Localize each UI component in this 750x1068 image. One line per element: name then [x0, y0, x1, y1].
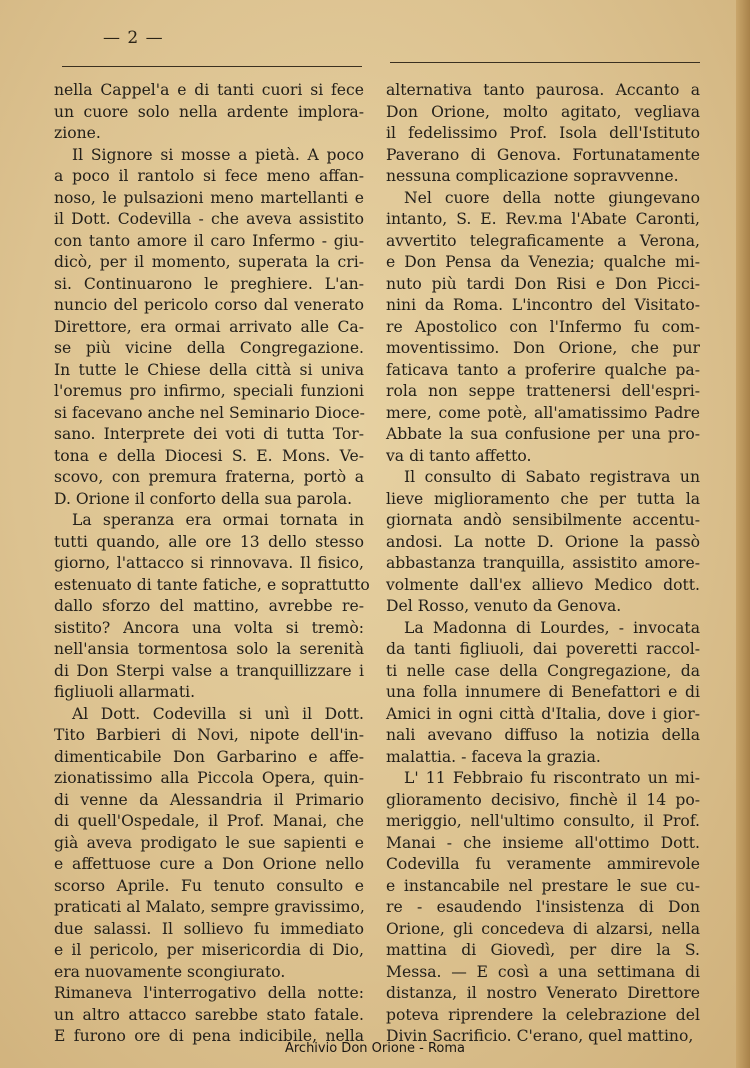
text-line: mere, come potè, all'amatissimo Padre — [386, 403, 700, 422]
text-line: una folla innumere di Benefattori e di — [386, 683, 700, 701]
text-line: malattia. - faceva la grazia. — [386, 747, 601, 766]
header-rule-left — [62, 66, 362, 67]
text-line: e affettuose cure a Don Orione nello — [54, 855, 364, 873]
text-column-left — [54, 80, 370, 1048]
text-line: andosi. La notte D. Orione la passò — [386, 532, 700, 551]
text-line: Il consulto di Sabato registrava un — [404, 468, 700, 486]
text-line: faticava tanto a proferire qualche pa- — [386, 360, 700, 379]
text-line: Don Orione, molto agitato, vegliava — [386, 102, 700, 121]
text-line: lieve miglioramento che per tutta la — [386, 489, 700, 508]
text-line: zione. — [54, 124, 101, 142]
text-line: va di tanto affetto. — [386, 446, 532, 465]
text-line: intanto, S. E. Rev.ma l'Abate Caronti, — [386, 210, 700, 228]
text-line: re Apostolico con l'Infermo fu com- — [386, 317, 700, 336]
text-line: nell'ansia tormentosa solo la serenità — [54, 640, 364, 658]
text-line: alternativa tanto paurosa. Accanto a — [386, 81, 700, 99]
text-line: La speranza era ormai tornata in — [72, 511, 364, 529]
text-line: se più vicine della Congregazione. — [54, 339, 364, 357]
text-line: nini da Roma. L'incontro del Visitato- — [386, 296, 700, 314]
text-line: nuncio del pericolo corso dal venerato — [54, 296, 364, 314]
text-line: dallo sforzo del mattino, avrebbe re- — [54, 597, 364, 615]
text-line: a poco il rantolo si fece meno affan- — [54, 167, 364, 185]
text-line: Tito Barbieri di Novi, nipote dell'in- — [54, 726, 364, 744]
text-line: Al Dott. Codevilla si unì il Dott. — [72, 704, 364, 723]
archive-footer: Archivio Don Orione - Roma — [284, 1041, 466, 1056]
text-line: nessuna complicazione sopravvenne. — [386, 167, 679, 185]
text-line: nella Cappel'a e di tanti cuori si fece — [54, 81, 364, 99]
text-line: si facevano anche nel Seminario Dioce- — [54, 403, 365, 422]
text-line: rola non seppe trattenersi dell'espri- — [386, 382, 700, 400]
text-line: Del Rosso, venuto da Genova. — [386, 597, 622, 615]
text-line: noso, le pulsazioni meno martellanti e — [54, 188, 364, 207]
text-line: scovo, con premura fraterna, portò a — [54, 468, 364, 486]
text-line: da tanti figliuoli, dai poveretti raccol- — [386, 640, 700, 658]
text-line: di quell'Ospedale, il Prof. Manai, che — [54, 812, 364, 830]
text-line: giorno, l'attacco si rinnovava. Il fisico, — [54, 554, 364, 572]
text-line: praticati al Malato, sempre gravissimo, — [54, 898, 365, 916]
text-line: e instancabile nel prestare le sue cu- — [386, 876, 700, 895]
text-line: moventissimo. Don Orione, che pur — [386, 339, 700, 357]
text-line: era nuovamente scongiurato. — [54, 962, 286, 981]
text-line: figliuoli allarmati. — [54, 683, 196, 701]
page-number: — 2 — — [103, 28, 164, 48]
header-rule-right — [390, 62, 700, 63]
text-line: Direttore, era ormai arrivato alle Ca- — [54, 317, 364, 336]
text-line: nuto più tardi Don Risi e Don Picci- — [386, 274, 700, 293]
text-line: scorso Aprile. Fu tenuto consulto e — [54, 876, 364, 895]
text-line: re - esaudendo l'insistenza di Don — [386, 898, 700, 916]
text-line: poteva riprendere la celebrazione del — [386, 1005, 700, 1024]
text-line: con tanto amore il caro Infermo - giu- — [54, 231, 364, 250]
text-line: sistito? Ancora una volta si tremò: — [54, 618, 364, 637]
text-line: Manai - che insieme all'ottimo Dott. — [386, 833, 700, 852]
text-line: abbastanza tranquilla, assistito amore- — [386, 554, 700, 572]
text-line: E furono ore di pena indicibile, nella — [54, 1027, 364, 1045]
text-line: e Don Pensa da Venezia; qualche mi- — [386, 253, 700, 271]
text-line: La Madonna di Lourdes, - invocata — [404, 618, 700, 637]
text-line: dicò, per il momento, superata la cri- — [54, 253, 364, 271]
text-line: Orione, gli concedeva di alzarsi, nella — [386, 919, 700, 938]
text-line: di Don Sterpi valse a tranquillizzare i — [54, 661, 364, 680]
text-line: il fedelissimo Prof. Isola dell'Istituto — [386, 124, 700, 142]
text-line: Nel cuore della notte giungevano — [404, 188, 700, 207]
text-line: ti nelle case della Congregazione, da — [386, 661, 700, 680]
text-line: un altro attacco sarebbe stato fatale. — [54, 1005, 364, 1024]
text-line: In tutte le Chiese della città si univa — [54, 360, 364, 379]
text-line: meriggio, nell'ultimo consulto, il Prof. — [386, 812, 700, 830]
page-edge — [736, 0, 750, 1068]
text-line: due salassi. Il sollievo fu immediato — [54, 919, 364, 938]
text-line: zionatissimo alla Piccola Opera, quin- — [54, 769, 364, 787]
text-line: Divin Sacrificio. C'erano, quel mattino, — [386, 1027, 694, 1045]
text-line: Abbate la sua confusione per una pro- — [386, 425, 700, 443]
text-line: dimenticabile Don Garbarino e affe- — [54, 747, 364, 766]
text-line: sano. Interprete dei voti di tutta Tor- — [54, 425, 364, 443]
text-line: si. Continuarono le preghiere. L'an- — [54, 274, 364, 293]
text-line: volmente dall'ex allievo Medico dott. — [386, 575, 700, 594]
text-line: già aveva prodigato le sue sapienti e — [54, 833, 364, 852]
text-line: mattina di Giovedì, per dire la S. — [386, 941, 700, 959]
text-line: Messa. — E così a una settimana di — [386, 962, 700, 981]
text-line: estenuato di tante fatiche, e soprattutto — [54, 575, 370, 594]
text-line: L' 11 Febbraio fu riscontrato un mi- — [404, 769, 700, 787]
text-line: distanza, il nostro Venerato Direttore — [386, 984, 700, 1002]
text-line: Codevilla fu veramente ammirevole — [386, 855, 700, 873]
text-line: e il pericolo, per misericordia di Dio, — [54, 941, 364, 959]
text-line: tona e della Diocesi S. E. Mons. Ve- — [54, 446, 364, 465]
text-line: il Dott. Codevilla - che aveva assistito — [54, 210, 364, 228]
text-line: Rimaneva l'interrogativo della notte: — [54, 984, 364, 1002]
text-line: di venne da Alessandria il Primario — [54, 790, 364, 809]
text-line: un cuore solo nella ardente implora- — [54, 102, 364, 121]
text-line: giornata andò sensibilmente accentu- — [386, 511, 700, 529]
text-line: D. Orione il conforto della sua parola. — [54, 489, 353, 508]
text-line: glioramento decisivo, finchè il 14 po- — [386, 790, 700, 809]
text-line: Il Signore si mosse a pietà. A poco — [72, 145, 364, 164]
text-column-right — [386, 80, 700, 1048]
text-line: tutti quando, alle ore 13 dello stesso — [54, 532, 364, 551]
text-line: avvertito telegraficamente a Verona, — [386, 231, 700, 250]
text-line: nali avevano diffuso la notizia della — [386, 726, 700, 744]
text-line: Paverano di Genova. Fortunatamente — [386, 145, 700, 164]
text-line: l'oremus pro infirmo, speciali funzioni — [54, 382, 364, 400]
text-line: Amici in ogni città d'Italia, dove i gior- — [386, 704, 700, 723]
